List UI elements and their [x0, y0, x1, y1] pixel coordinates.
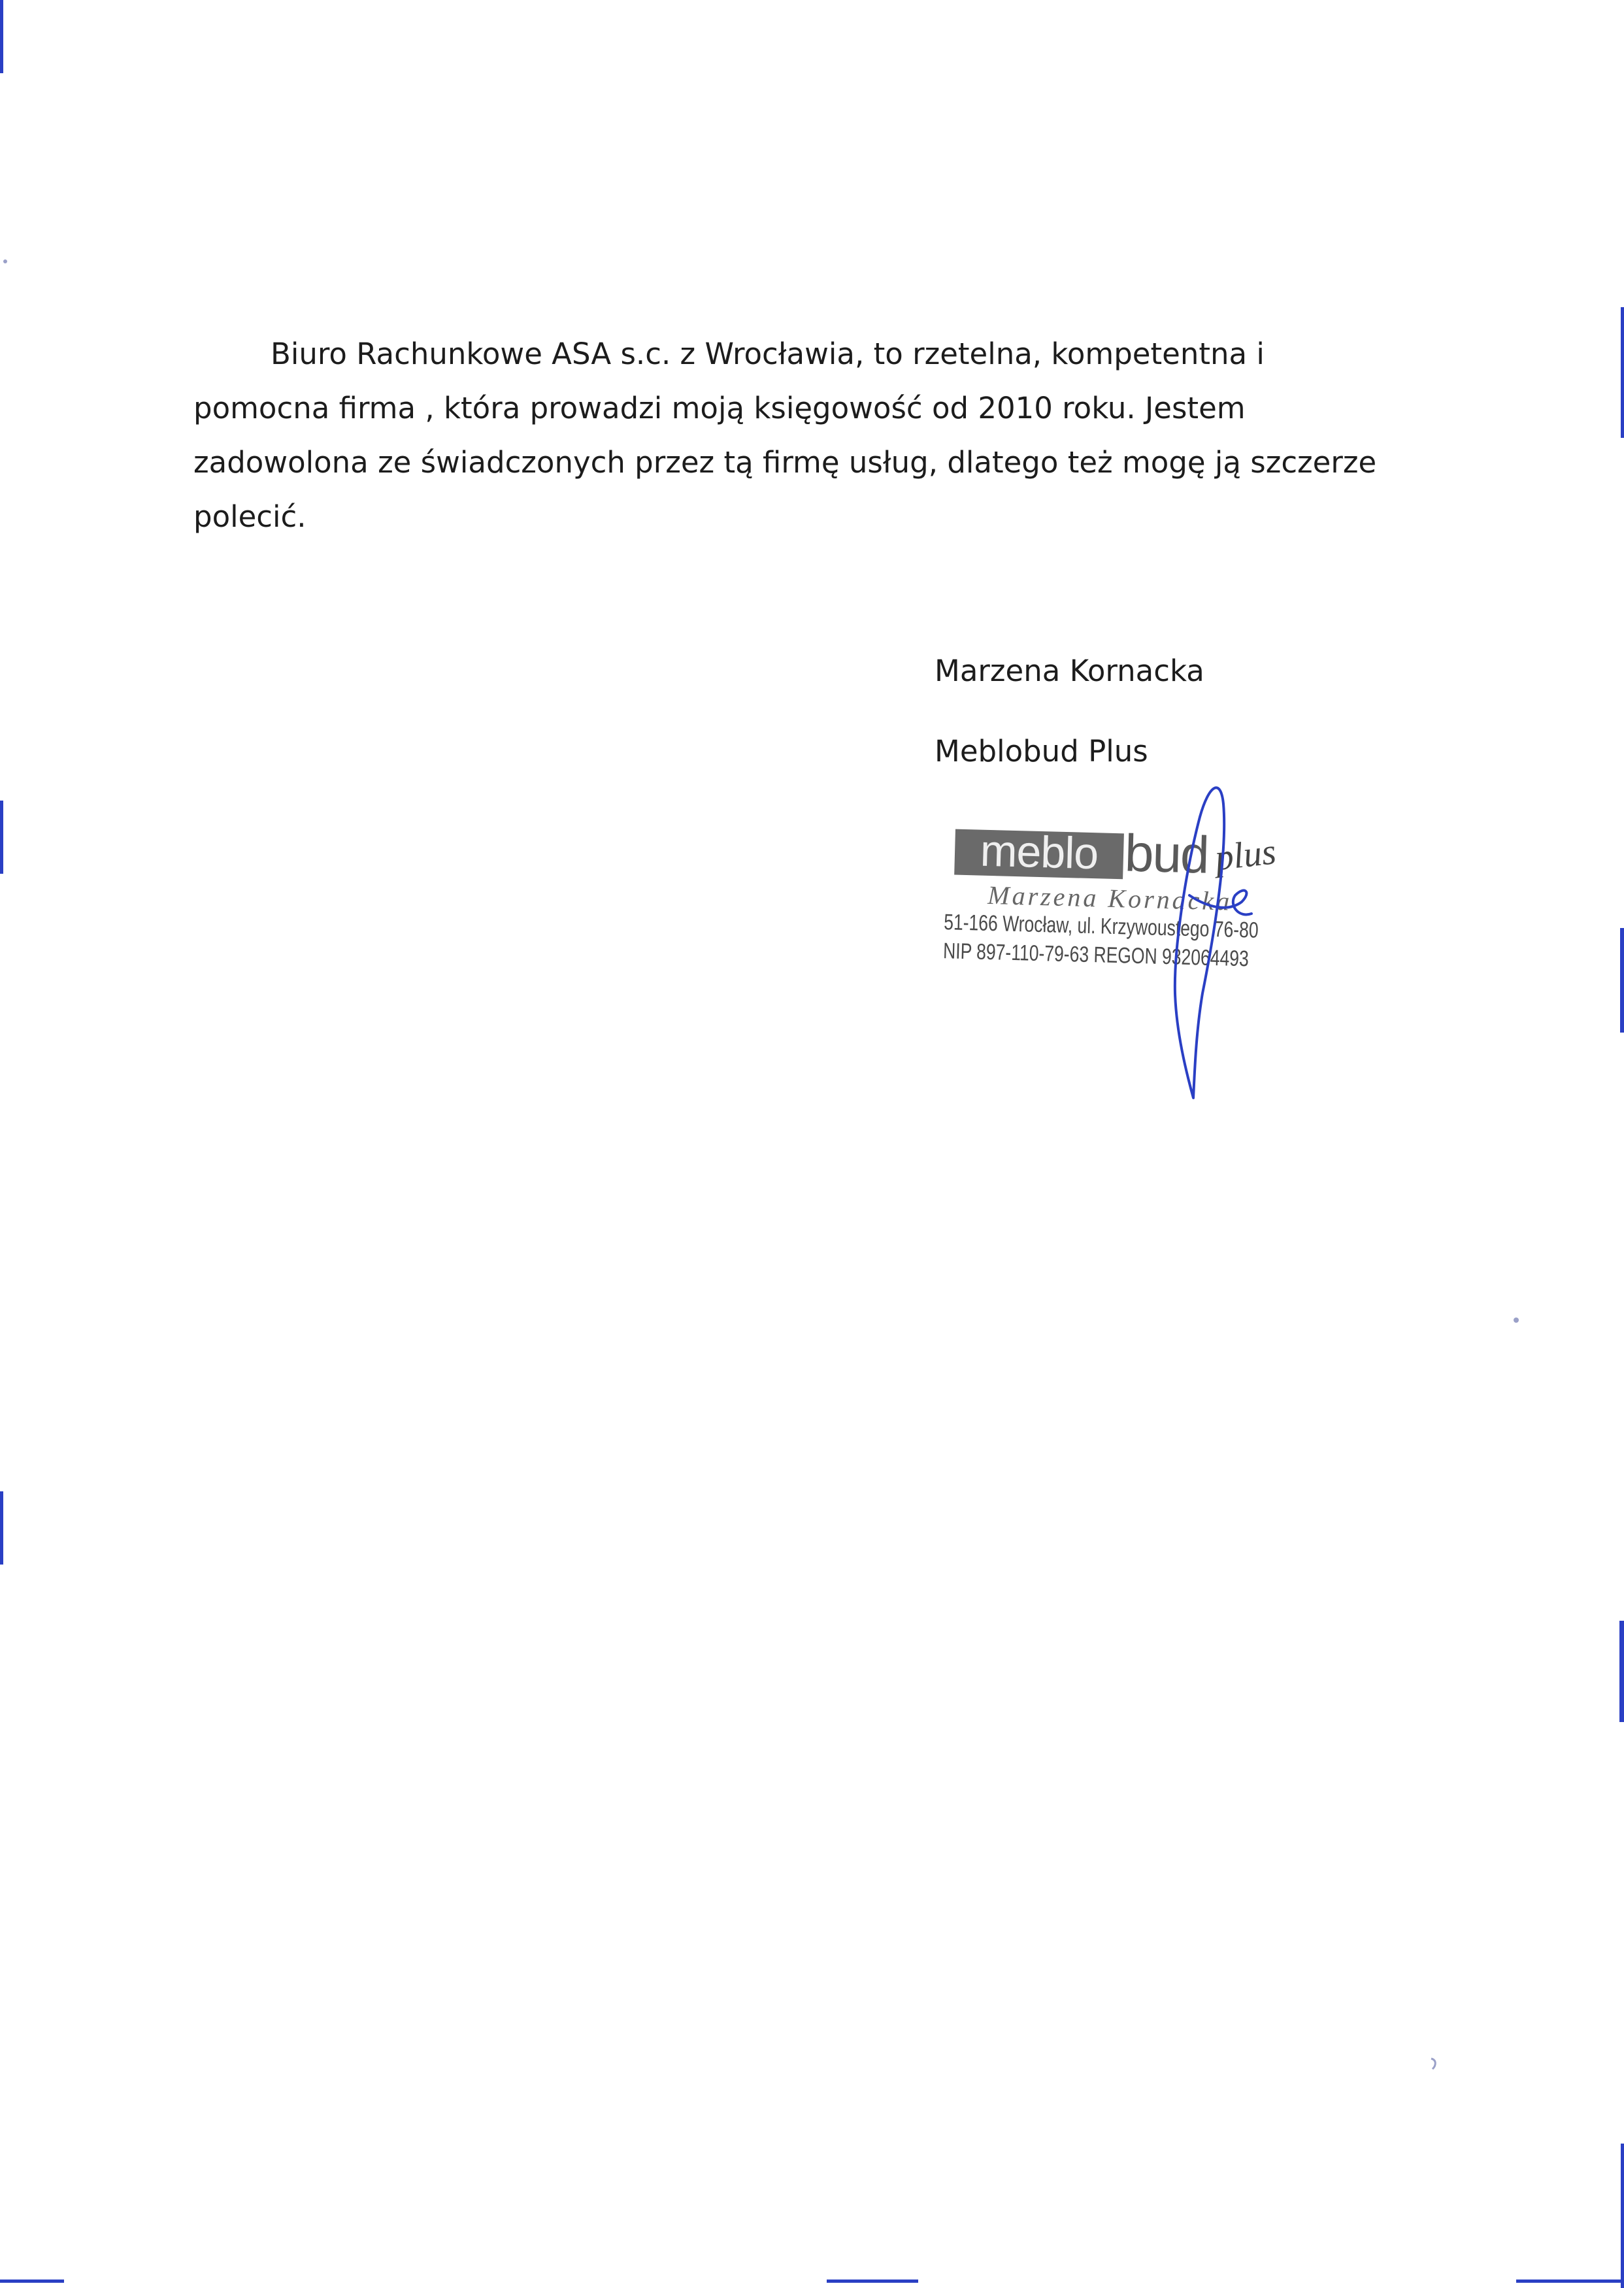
stamp-logo-plus: plus: [1212, 831, 1278, 879]
stamp-owner: Marzena Kornacka: [987, 880, 1233, 916]
signatory-name: Marzena Kornacka: [935, 654, 1204, 688]
letter-line: Biuro Rachunkowe ASA s.c. z Wrocławia, to rzetelna, kompetentna i: [271, 337, 1265, 371]
letter-body: [193, 327, 1435, 544]
letter-line: pomocna firma , która prowadzi moją księgowość od 2010 roku. Jestem: [193, 391, 1246, 425]
signatory-company: Meblobud Plus: [935, 734, 1148, 769]
stamp-logo-left: meblo: [980, 825, 1099, 879]
letter-line: zadowolona ze świadczonych przez tą firmę usług, dlatego też mogę ją szczerze: [193, 445, 1377, 480]
letter-line: polecić.: [193, 499, 307, 534]
company-stamp: [936, 823, 1319, 1002]
stamp-ids: NIP 897-110-79-63 REGON 932064493: [942, 938, 1250, 972]
stamp-logo-right: bud: [1123, 823, 1209, 884]
stamp-address: 51-166 Wrocław, ul. Krzywoustego 76-80: [943, 910, 1259, 943]
